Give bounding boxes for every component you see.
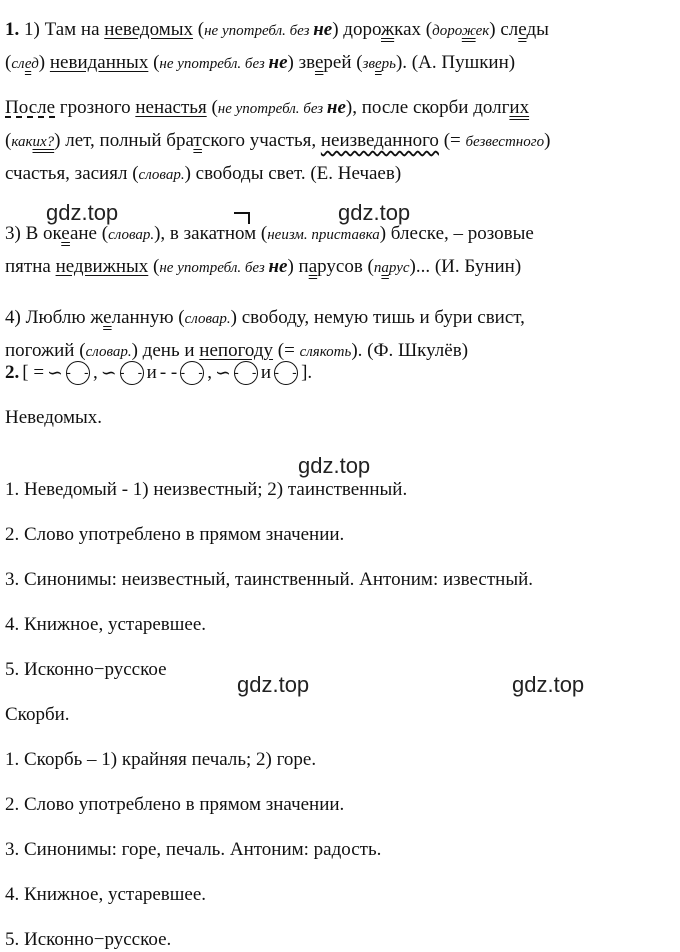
word-nedvizhnykh: недвижных: [55, 256, 149, 277]
word-neizvedannogo: неизведанного: [320, 130, 439, 151]
word-nevedomykh: неведомых: [104, 19, 194, 40]
circle-mark: - -: [66, 361, 90, 385]
entry-line: 3. Синонимы: неизвестный, таинственный. Антоним: известный.: [5, 569, 534, 590]
sentence-3: 3) В океане (словар.), в закатном (неизм. приставка) блеске, – розовые пятна недвижных (не употребл. без не) парусов (парус)... (И. Бунин): [5, 223, 534, 277]
exercise-2-number: 2.: [5, 362, 20, 383]
circle-mark: - -: [234, 361, 258, 385]
wave-mark: ∽: [214, 362, 231, 384]
entry-line: 1. Скорбь – 1) крайняя печаль; 2) горе.: [5, 749, 317, 770]
wave-mark: ∽: [100, 362, 117, 384]
sentence-scheme: 2. [ = ∽ - - , ∽ - - и - - - - , ∽ - - и - - ].: [5, 362, 313, 384]
word-nepogodu: непогоду: [199, 340, 274, 361]
word-nenastya: ненастья: [135, 97, 207, 118]
sentence-4: 4) Люблю желанную (словар.) свободу, немую тишь и бури свист, погожий (словар.) день и непогоду (= слякоть). (Ф. Шкулёв): [5, 307, 525, 361]
dash-mark: - -: [159, 362, 178, 383]
sentence-2: После грозного ненастья (не употребл. без не), после скорби долгих (каких?) лет, полный братского участья, неизведанного (= безвестного) счастья, засиял (словар.) свободы свет. (Е. Нечаев): [5, 97, 551, 184]
entry-line: 3. Синонимы: горе, печаль. Антоним: радость.: [5, 839, 382, 860]
watermark-logo: gdz.top: [512, 672, 585, 697]
entry-line: 2. Слово употреблено в прямом значении.: [5, 524, 345, 545]
entry-line: 1. Неведомый - 1) неизвестный; 2) таинственный.: [5, 479, 408, 500]
watermark-logo: gdz.top: [338, 200, 411, 225]
word-nevidannykh: невиданных: [49, 52, 149, 73]
entry-line: 5. Исконно−русское: [5, 659, 167, 680]
circle-mark: - -: [180, 361, 204, 385]
entry-title: Неведомых.: [5, 407, 103, 428]
word-posle: После: [5, 97, 56, 118]
exercise-1-number: 1.: [5, 19, 20, 40]
wave-mark: ∽: [47, 362, 63, 384]
sentence-1: 1. 1) Там на неведомых (не употребл. без не) дорожках (дорожек) следы (след) невиданных (не употребл. без не) зверей (зверь). (А. Пушкин): [5, 19, 549, 73]
circle-mark: - -: [120, 361, 144, 385]
entry-line: 4. Книжное, устаревшее.: [5, 884, 207, 905]
entry-line: 2. Слово употреблено в прямом значении.: [5, 794, 345, 815]
watermark-logo: gdz.top: [298, 453, 371, 478]
entry-title: Скорби.: [5, 704, 70, 725]
entry-line: 5. Исконно−русское.: [5, 929, 172, 950]
watermark-logo: gdz.top: [237, 672, 310, 697]
entry-line: 4. Книжное, устаревшее.: [5, 614, 207, 635]
circle-mark: - -: [274, 361, 298, 385]
watermark-logo: gdz.top: [46, 200, 119, 225]
